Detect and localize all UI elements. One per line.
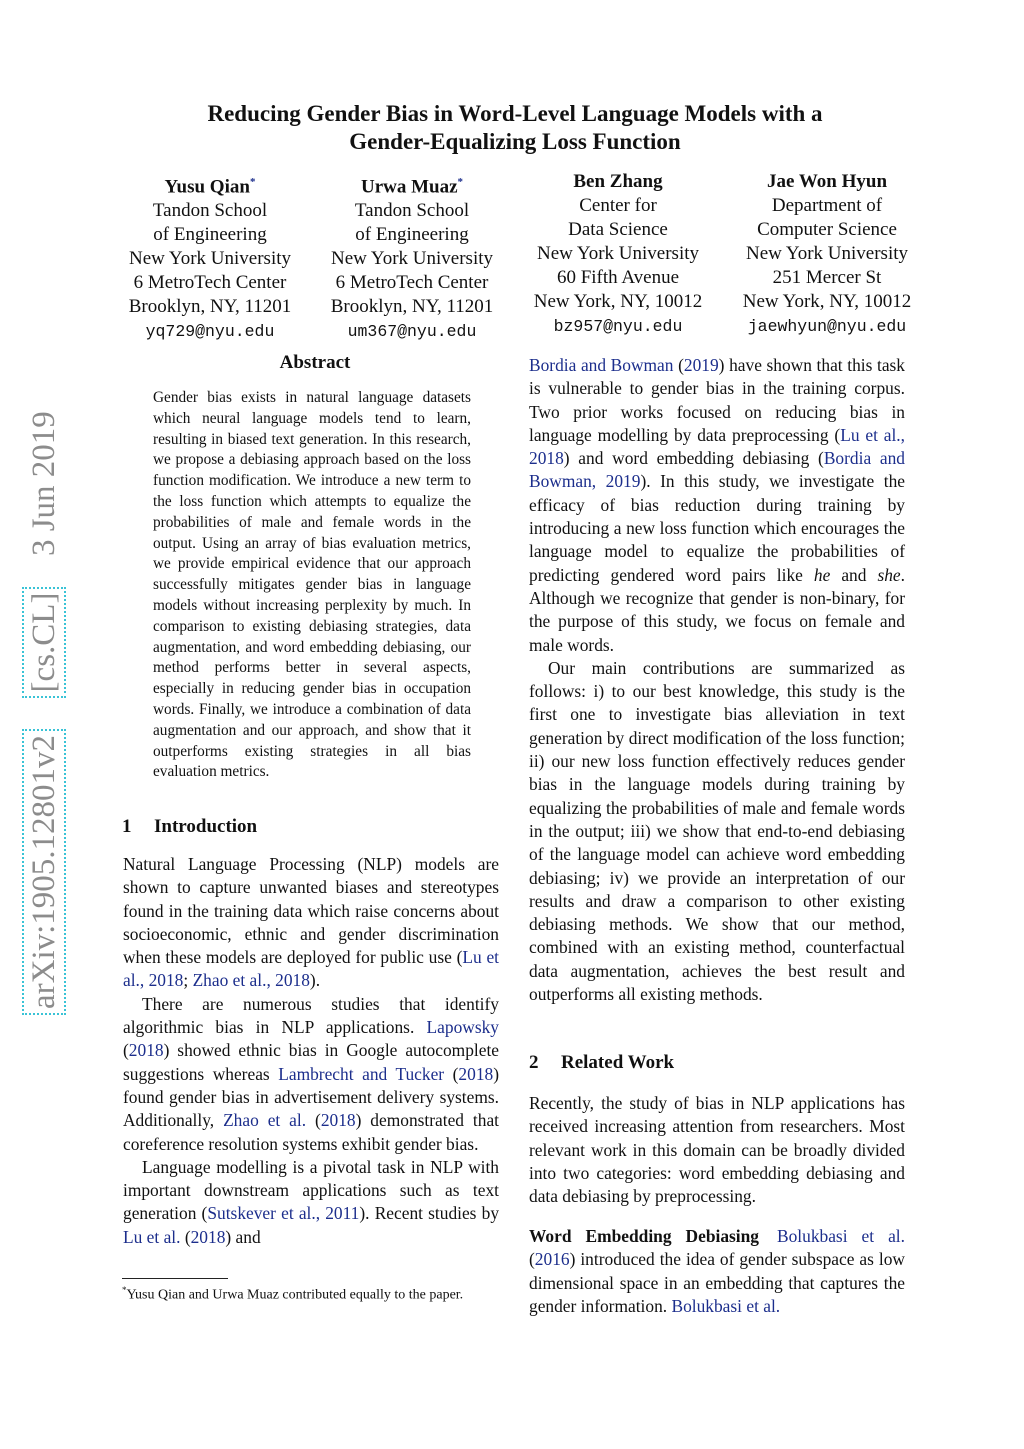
affiliation-line: New York University bbox=[745, 243, 909, 264]
intro-body bbox=[123, 853, 499, 1249]
affiliation-line: Center for bbox=[579, 195, 657, 216]
citation-year-link[interactable]: 2018 bbox=[320, 1110, 356, 1131]
author-4 bbox=[722, 170, 932, 339]
affiliation-line: of Engineering bbox=[153, 224, 267, 246]
text-run: ) showed ethnic bias in Google autocomplete suggestions whereas bbox=[123, 1040, 499, 1084]
author-2 bbox=[312, 170, 512, 344]
right-column-body bbox=[529, 354, 905, 1006]
citation-link[interactable]: Bolukbasi et al. bbox=[671, 1295, 781, 1316]
intro-paragraph-1 bbox=[123, 853, 499, 993]
section-number: 1 bbox=[122, 816, 132, 837]
author-name: Jae Won Hyun bbox=[766, 171, 888, 192]
title-line-2: Gender-Equalizing Loss Function bbox=[349, 129, 681, 154]
text-run: ) have shown that this task is vulnerable to gender bias in the training corpus. Two prior works focused on reducing bias in language modelling by data preprocessing ( bbox=[529, 355, 905, 445]
citation-link[interactable]: Zhao et al., 2018 bbox=[192, 970, 310, 991]
abstract-body: Gender bias exists in natural language datasets which neural language models tend to learn, resulting in biased text generation. In this research, we propose a debiasing approach based on the loss function modification. We introduce a new term to the loss function which attempts to equalize the probabilities of male and female words in the output. Using an array of bias evaluation metrics, we provide empirical evidence that our approach successfully mitigates gender bias in language models without increasing perplexity by much. In comparison to existing debiasing strategies, data augmentation, and word embedding debiasing, our method performs better in several aspects, especially in reducing gender bias in occupation words. Finally, we introduce a combination of data augmentation and our approach, and show that it outperforms existing strategies in all bias evaluation metrics. bbox=[153, 389, 471, 781]
related-work-body bbox=[529, 1092, 905, 1208]
text-run: ). In this study, we investigate the efficacy of bias reduction during training by introducing a new loss function which encourages the language model to equalize the probabilities of predicting gendered word pairs like bbox=[529, 471, 905, 585]
footnote-mark: * bbox=[122, 1285, 127, 1295]
title-line-1: Reducing Gender Bias in Word-Level Language Models with a bbox=[207, 101, 823, 126]
text-run: Natural Language Processing (NLP) models are shown to capture unwanted biases and stereotypes found in the training data which raise concerns about socioeconomic, ethnic and gender discrimination when these models are deployed for public use ( bbox=[123, 854, 499, 968]
arxiv-date: 3 Jun 2019 bbox=[26, 411, 62, 557]
affiliation-line: Brooklyn, NY, 11201 bbox=[128, 296, 292, 318]
affiliation-line: Brooklyn, NY, 11201 bbox=[330, 296, 494, 318]
author-mark[interactable]: * bbox=[249, 176, 256, 188]
affiliation-line: Department of bbox=[771, 195, 883, 216]
text-run: ( bbox=[673, 355, 684, 375]
intro-paragraph-3 bbox=[123, 1156, 499, 1249]
section-heading-introduction bbox=[122, 816, 257, 838]
text-run: ) found gender bias in advertisement delivery systems. Additionally, bbox=[123, 1063, 499, 1131]
author-name: Urwa Muaz bbox=[360, 176, 458, 198]
citation-link[interactable]: Lu et al., 2018 bbox=[529, 424, 905, 469]
author-name: Ben Zhang bbox=[573, 171, 663, 192]
arxiv-stamp bbox=[22, 411, 62, 1015]
affiliation-line: 6 MetroTech Center bbox=[335, 272, 489, 294]
text-run: ). bbox=[309, 970, 321, 991]
footnote bbox=[122, 1282, 499, 1304]
text-run: ( bbox=[529, 1249, 535, 1270]
right-paragraph-2: Our main contributions are summarized as follows: i) to our best knowledge, this study is the first one to investigate bias alleviation in text generation by direct modification of the loss function; ii) our new loss function effectively reduces gender bias in the language models during training by equalizing the probabilities of male and female words in the output; iii) we show that end-to-end debiasing of the language model can achieve word embedding debiasing; iv) we provide an interpretation of our results and draw a comparison to other existing debiasing methods. We show that our method, combined with an existing method, counterfactual data augmentation, achieves the best result and outperforms all existing methods. bbox=[529, 657, 905, 1005]
citation-link[interactable]: Bordia and Bowman, 2019 bbox=[529, 448, 906, 492]
affiliation-line: New York University bbox=[330, 248, 494, 270]
text-run: ) demonstrated that coreference resolution systems exhibit gender bias. bbox=[123, 1110, 499, 1154]
section-title: Related Work bbox=[561, 1052, 675, 1073]
text-run: . Although we recognize that gender is non-binary, for the purpose of this study, we focus on female and male words. bbox=[529, 564, 905, 655]
text-run: Language modelling is a pivotal task in NLP with important downstream applications such as text generation ( bbox=[123, 1156, 499, 1224]
section-number: 2 bbox=[529, 1052, 539, 1073]
emphasis-she: she bbox=[877, 564, 901, 585]
affiliation-line: of Engineering bbox=[355, 224, 469, 246]
author-block bbox=[110, 170, 930, 340]
affiliation-line: Computer Science bbox=[757, 219, 897, 240]
text-run: ) and word embedding debiasing ( bbox=[563, 448, 824, 469]
footnote-divider bbox=[122, 1278, 228, 1279]
citation-year-link[interactable]: 2018 bbox=[190, 1226, 226, 1247]
paragraph-heading: Word Embedding Debiasing bbox=[529, 1226, 759, 1246]
author-3 bbox=[518, 170, 718, 339]
related-paragraph-2 bbox=[529, 1225, 905, 1318]
citation-year-link[interactable]: 2016 bbox=[534, 1249, 570, 1270]
citation-link[interactable]: Bolukbasi et al. bbox=[777, 1226, 905, 1246]
text-run: ( bbox=[180, 1226, 191, 1247]
arxiv-category[interactable]: [cs.CL] bbox=[22, 587, 66, 699]
affiliation-line: 6 MetroTech Center bbox=[133, 272, 287, 294]
author-email: um367@nyu.edu bbox=[347, 322, 477, 342]
section-heading-related-work bbox=[529, 1052, 674, 1074]
right-paragraph-1 bbox=[529, 354, 905, 657]
citation-link[interactable]: Bordia and Bowman bbox=[529, 355, 674, 375]
author-email: bz957@nyu.edu bbox=[553, 317, 683, 336]
abstract-heading: Abstract bbox=[279, 352, 351, 373]
citation-year-link[interactable]: 2018 bbox=[128, 1040, 164, 1061]
intro-paragraph-2 bbox=[123, 993, 499, 1156]
text-run: ( bbox=[306, 1110, 321, 1131]
text-run: ( bbox=[444, 1063, 459, 1084]
text-run: There are numerous studies that identify algorithmic bias in NLP applications. bbox=[123, 993, 499, 1038]
text-run: ). Recent studies by bbox=[359, 1203, 500, 1224]
affiliation-line: New York, NY, 10012 bbox=[742, 291, 912, 312]
citation-link[interactable]: Lambrecht and Tucker bbox=[278, 1063, 445, 1084]
citation-year-link[interactable]: 2019 bbox=[683, 355, 719, 375]
affiliation-line: Tandon School bbox=[354, 200, 470, 222]
affiliation-line: 60 Fifth Avenue bbox=[556, 267, 680, 288]
author-name: Yusu Qian bbox=[164, 176, 250, 198]
related-work-subsection bbox=[529, 1225, 905, 1318]
author-email: yq729@nyu.edu bbox=[145, 322, 275, 342]
citation-link[interactable]: Lu et al., 2018 bbox=[123, 947, 499, 991]
text-run: and bbox=[830, 564, 878, 585]
author-mark[interactable]: * bbox=[457, 176, 464, 188]
author-email: jaewhyun@nyu.edu bbox=[747, 317, 907, 336]
affiliation-line: New York University bbox=[536, 243, 700, 264]
related-paragraph-1: Recently, the study of bias in NLP applications has received increasing attention from researchers. Most relevant work in this domain can be broadly divided into two categories: word embedding debiasing and data debiasing by preprocessing. bbox=[529, 1093, 905, 1207]
footnote-text: Yusu Qian and Urwa Muaz contributed equally to the paper. bbox=[126, 1287, 464, 1303]
text-run: ; bbox=[183, 970, 193, 991]
affiliation-line: New York University bbox=[128, 248, 292, 270]
citation-link[interactable]: Sutskever et al., 2011 bbox=[207, 1203, 360, 1224]
citation-link[interactable]: Lu et al. bbox=[123, 1226, 181, 1247]
section-title: Introduction bbox=[154, 816, 258, 837]
text-run: ) introduced the idea of gender subspace as low dimensional space in an embedding that captures the gender information. bbox=[529, 1249, 905, 1316]
arxiv-id[interactable]: arXiv:1905.12801v2 bbox=[22, 729, 66, 1015]
affiliation-line: Tandon School bbox=[152, 200, 268, 222]
citation-year-link[interactable]: 2018 bbox=[458, 1063, 494, 1084]
text-run: ( bbox=[123, 1040, 129, 1061]
emphasis-he: he bbox=[813, 564, 831, 585]
citation-link[interactable]: Zhao et al. bbox=[223, 1110, 307, 1131]
paper-title bbox=[120, 100, 910, 156]
affiliation-line: 251 Mercer St bbox=[772, 267, 882, 288]
citation-link[interactable]: Lapowsky bbox=[426, 1017, 499, 1038]
affiliation-line: New York, NY, 10012 bbox=[533, 291, 703, 312]
author-1 bbox=[110, 170, 310, 344]
affiliation-line: Data Science bbox=[568, 219, 668, 240]
text-run: ) and bbox=[225, 1226, 261, 1247]
